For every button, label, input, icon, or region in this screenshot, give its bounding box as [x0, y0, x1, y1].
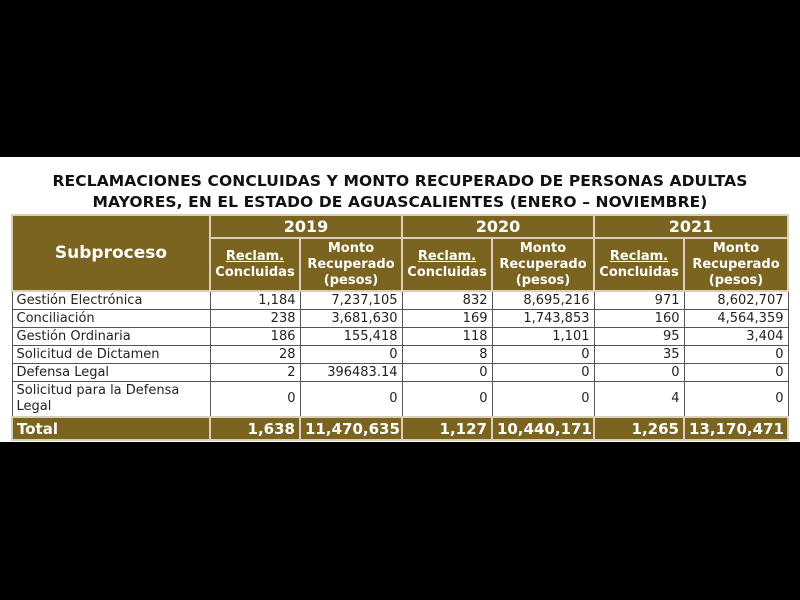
cell-reclam-2020: 832: [402, 291, 492, 310]
cell-monto-2020: 0: [492, 382, 594, 418]
table-row: [12, 364, 788, 382]
total-row: [12, 417, 788, 440]
monto-header: [684, 238, 788, 291]
row-label: Defensa Legal: [12, 364, 210, 382]
reclam-header-line2: Concluidas: [215, 264, 295, 280]
reclam-header-line2: Concluidas: [407, 264, 487, 280]
monto-header-line3: (pesos): [515, 272, 571, 288]
total-reclam-2019: 1,638: [210, 417, 300, 440]
reclam-header: [210, 238, 300, 291]
monto-header-line2: Recuperado: [307, 256, 395, 272]
cell-reclam-2021: 160: [594, 310, 684, 328]
reclam-header-line1: Reclam.: [609, 248, 669, 264]
cell-reclam-2020: 118: [402, 328, 492, 346]
cell-reclam-2020: 169: [402, 310, 492, 328]
reclam-header: [402, 238, 492, 291]
cell-monto-2019: 0: [300, 346, 402, 364]
monto-header-line2: Recuperado: [692, 256, 780, 272]
monto-header: [300, 238, 402, 291]
cell-reclam-2021: 4: [594, 382, 684, 418]
cell-monto-2020: 1,743,853: [492, 310, 594, 328]
cell-reclam-2019: 28: [210, 346, 300, 364]
monto-header-line3: (pesos): [323, 272, 379, 288]
title-line-1: RECLAMACIONES CONCLUIDAS Y MONTO RECUPERADO DE PERSONAS ADULTAS: [52, 172, 748, 190]
year-header-2021: 2021: [594, 215, 788, 238]
cell-monto-2019: 3,681,630: [300, 310, 402, 328]
cell-monto-2019: 7,237,105: [300, 291, 402, 310]
cell-reclam-2019: 186: [210, 328, 300, 346]
total-monto-2019: 11,470,635: [300, 417, 402, 440]
cell-monto-2019: 396483.14: [300, 364, 402, 382]
table-title: [0, 171, 800, 213]
monto-header-line1: Monto: [327, 240, 375, 256]
cell-monto-2019: 0: [300, 382, 402, 418]
row-label: Gestión Electrónica: [12, 291, 210, 310]
document-band: [0, 157, 800, 442]
header-row-years: [12, 215, 788, 238]
cell-monto-2021: 0: [684, 382, 788, 418]
table-row: [12, 310, 788, 328]
cell-monto-2020: 0: [492, 346, 594, 364]
total-reclam-2021: 1,265: [594, 417, 684, 440]
reclam-header-line2: Concluidas: [599, 264, 679, 280]
cell-monto-2019: 155,418: [300, 328, 402, 346]
cell-reclam-2020: 0: [402, 364, 492, 382]
cell-reclam-2019: 0: [210, 382, 300, 418]
total-monto-2021: 13,170,471: [684, 417, 788, 440]
reclam-header-line1: Reclam.: [225, 248, 285, 264]
reclam-header: [594, 238, 684, 291]
total-label: Total: [12, 417, 210, 440]
cell-monto-2020: 1,101: [492, 328, 594, 346]
row-label: Gestión Ordinaria: [12, 328, 210, 346]
total-reclam-2020: 1,127: [402, 417, 492, 440]
table-row: [12, 346, 788, 364]
cell-reclam-2019: 238: [210, 310, 300, 328]
cell-monto-2021: 3,404: [684, 328, 788, 346]
cell-reclam-2019: 2: [210, 364, 300, 382]
table-row: [12, 291, 788, 310]
cell-monto-2021: 0: [684, 346, 788, 364]
claims-table: [11, 214, 789, 441]
monto-header-line1: Monto: [712, 240, 760, 256]
cell-reclam-2020: 0: [402, 382, 492, 418]
row-label: Solicitud de Dictamen: [12, 346, 210, 364]
table-row: [12, 382, 788, 418]
year-header-2020: 2020: [402, 215, 594, 238]
year-header-2019: 2019: [210, 215, 402, 238]
cell-monto-2020: 8,695,216: [492, 291, 594, 310]
cell-reclam-2021: 95: [594, 328, 684, 346]
total-monto-2020: 10,440,171: [492, 417, 594, 440]
row-label: Solicitud para la Defensa Legal: [12, 382, 210, 418]
monto-header-line2: Recuperado: [499, 256, 587, 272]
row-label: Conciliación: [12, 310, 210, 328]
reclam-header-line1: Reclam.: [417, 248, 477, 264]
cell-reclam-2020: 8: [402, 346, 492, 364]
cell-reclam-2021: 0: [594, 364, 684, 382]
table-row: [12, 328, 788, 346]
cell-reclam-2021: 971: [594, 291, 684, 310]
cell-reclam-2021: 35: [594, 346, 684, 364]
cell-reclam-2019: 1,184: [210, 291, 300, 310]
cell-monto-2021: 8,602,707: [684, 291, 788, 310]
monto-header: [492, 238, 594, 291]
monto-header-line1: Monto: [519, 240, 567, 256]
cell-monto-2020: 0: [492, 364, 594, 382]
cell-monto-2021: 0: [684, 364, 788, 382]
cell-monto-2021: 4,564,359: [684, 310, 788, 328]
subproceso-header: Subproceso: [12, 215, 210, 291]
monto-header-line3: (pesos): [708, 272, 764, 288]
title-line-2: MAYORES, EN EL ESTADO DE AGUASCALIENTES (ENERO – NOVIEMBRE): [92, 193, 708, 211]
